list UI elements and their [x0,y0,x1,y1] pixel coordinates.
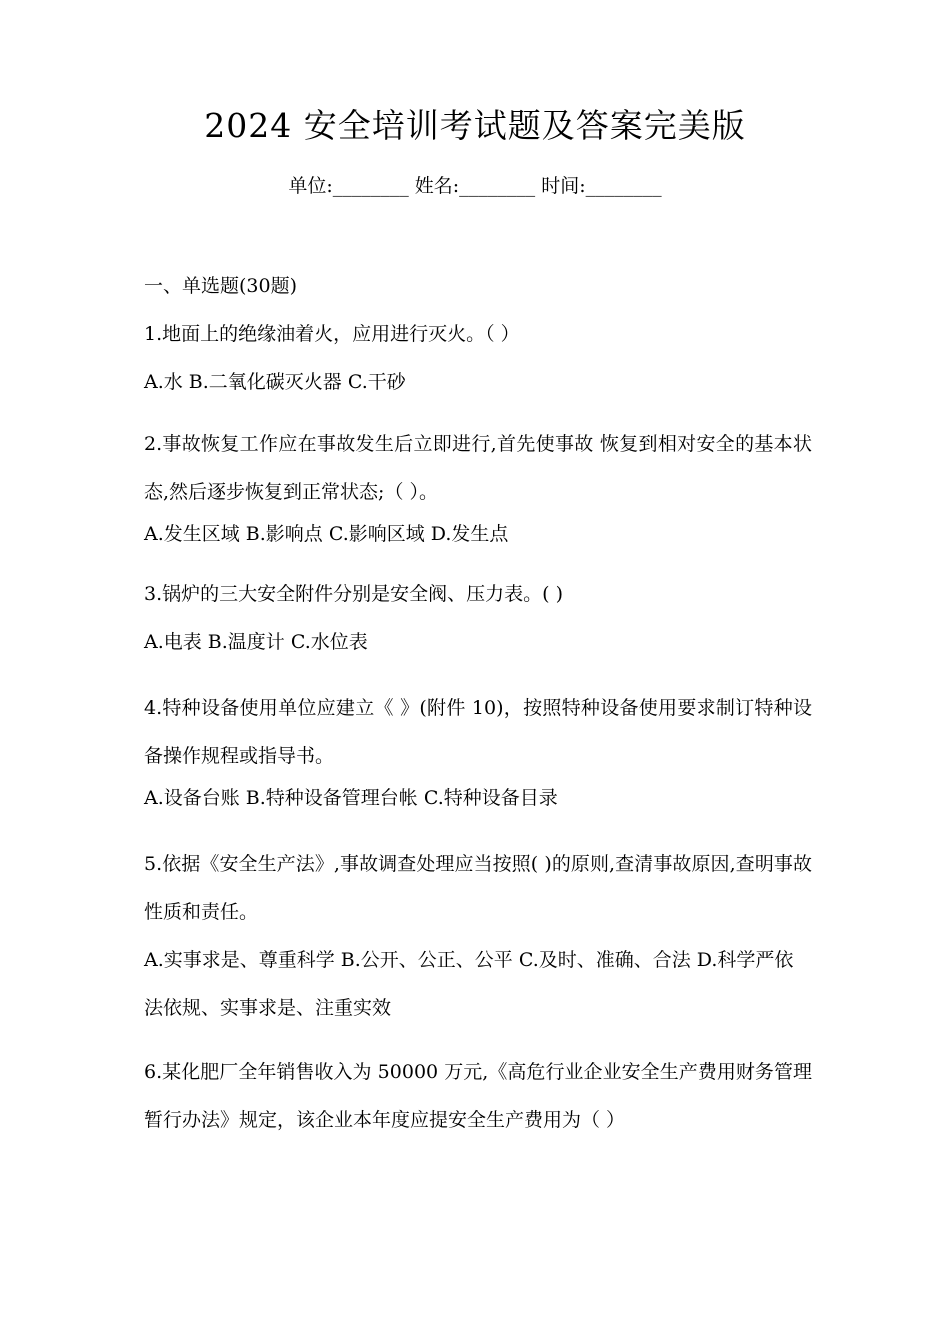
question-1 [144,316,812,400]
question-text: 6.某化肥厂全年销售收入为 50000 万元,《高危行业企业安全生产费用财务管理暂行办法》规定，该企业本年度应提安全生产费用为（ ） [144,1061,812,1131]
section-heading: 一、单选题(30题) [144,275,298,297]
question-3 [144,576,812,660]
question-4 [144,684,812,816]
question-text: 4.特种设备使用单位应建立《 》(附件 10)，按照特种设备使用要求制订特种设备操作规程或指导书。 [144,697,812,767]
question-text: 3.锅炉的三大安全附件分别是安全阀、压力表。( ) [144,583,563,605]
question-options: A.发生区域 B.影响点 C.影响区域 D.发生点 [144,523,509,545]
question-5 [144,840,812,1032]
question-options: A.设备台账 B.特种设备管理台帐 C.特种设备目录 [144,787,558,809]
document-title: 2024 安全培训考试题及答案完美版 [204,106,746,145]
question-text: 2.事故恢复工作应在事故发生后立即进行,首先使事故 恢复到相对安全的基本状态,然后逐步恢复到正常状态;（ ）。 [144,433,812,503]
question-options: A.实事求是、尊重科学 B.公开、公正、公平 C.及时、准确、合法 D.科学严依法依规、实事求是、注重实效 [144,949,794,1019]
document-body [144,268,812,1160]
exam-info-line: 单位:________ 姓名:________ 时间:________ [288,175,662,197]
question-options: A.水 B.二氧化碳灭火器 C.干砂 [144,371,406,393]
question-6 [144,1048,812,1144]
question-2 [144,420,812,552]
question-text: 1.地面上的绝缘油着火，应用进行灭火。（ ） [144,323,520,345]
question-options: A.电表 B.温度计 C.水位表 [144,631,368,653]
question-text: 5.依据《安全生产法》,事故调查处理应当按照( )的原则,查清事故原因,查明事故性质和责任。 [144,853,812,923]
